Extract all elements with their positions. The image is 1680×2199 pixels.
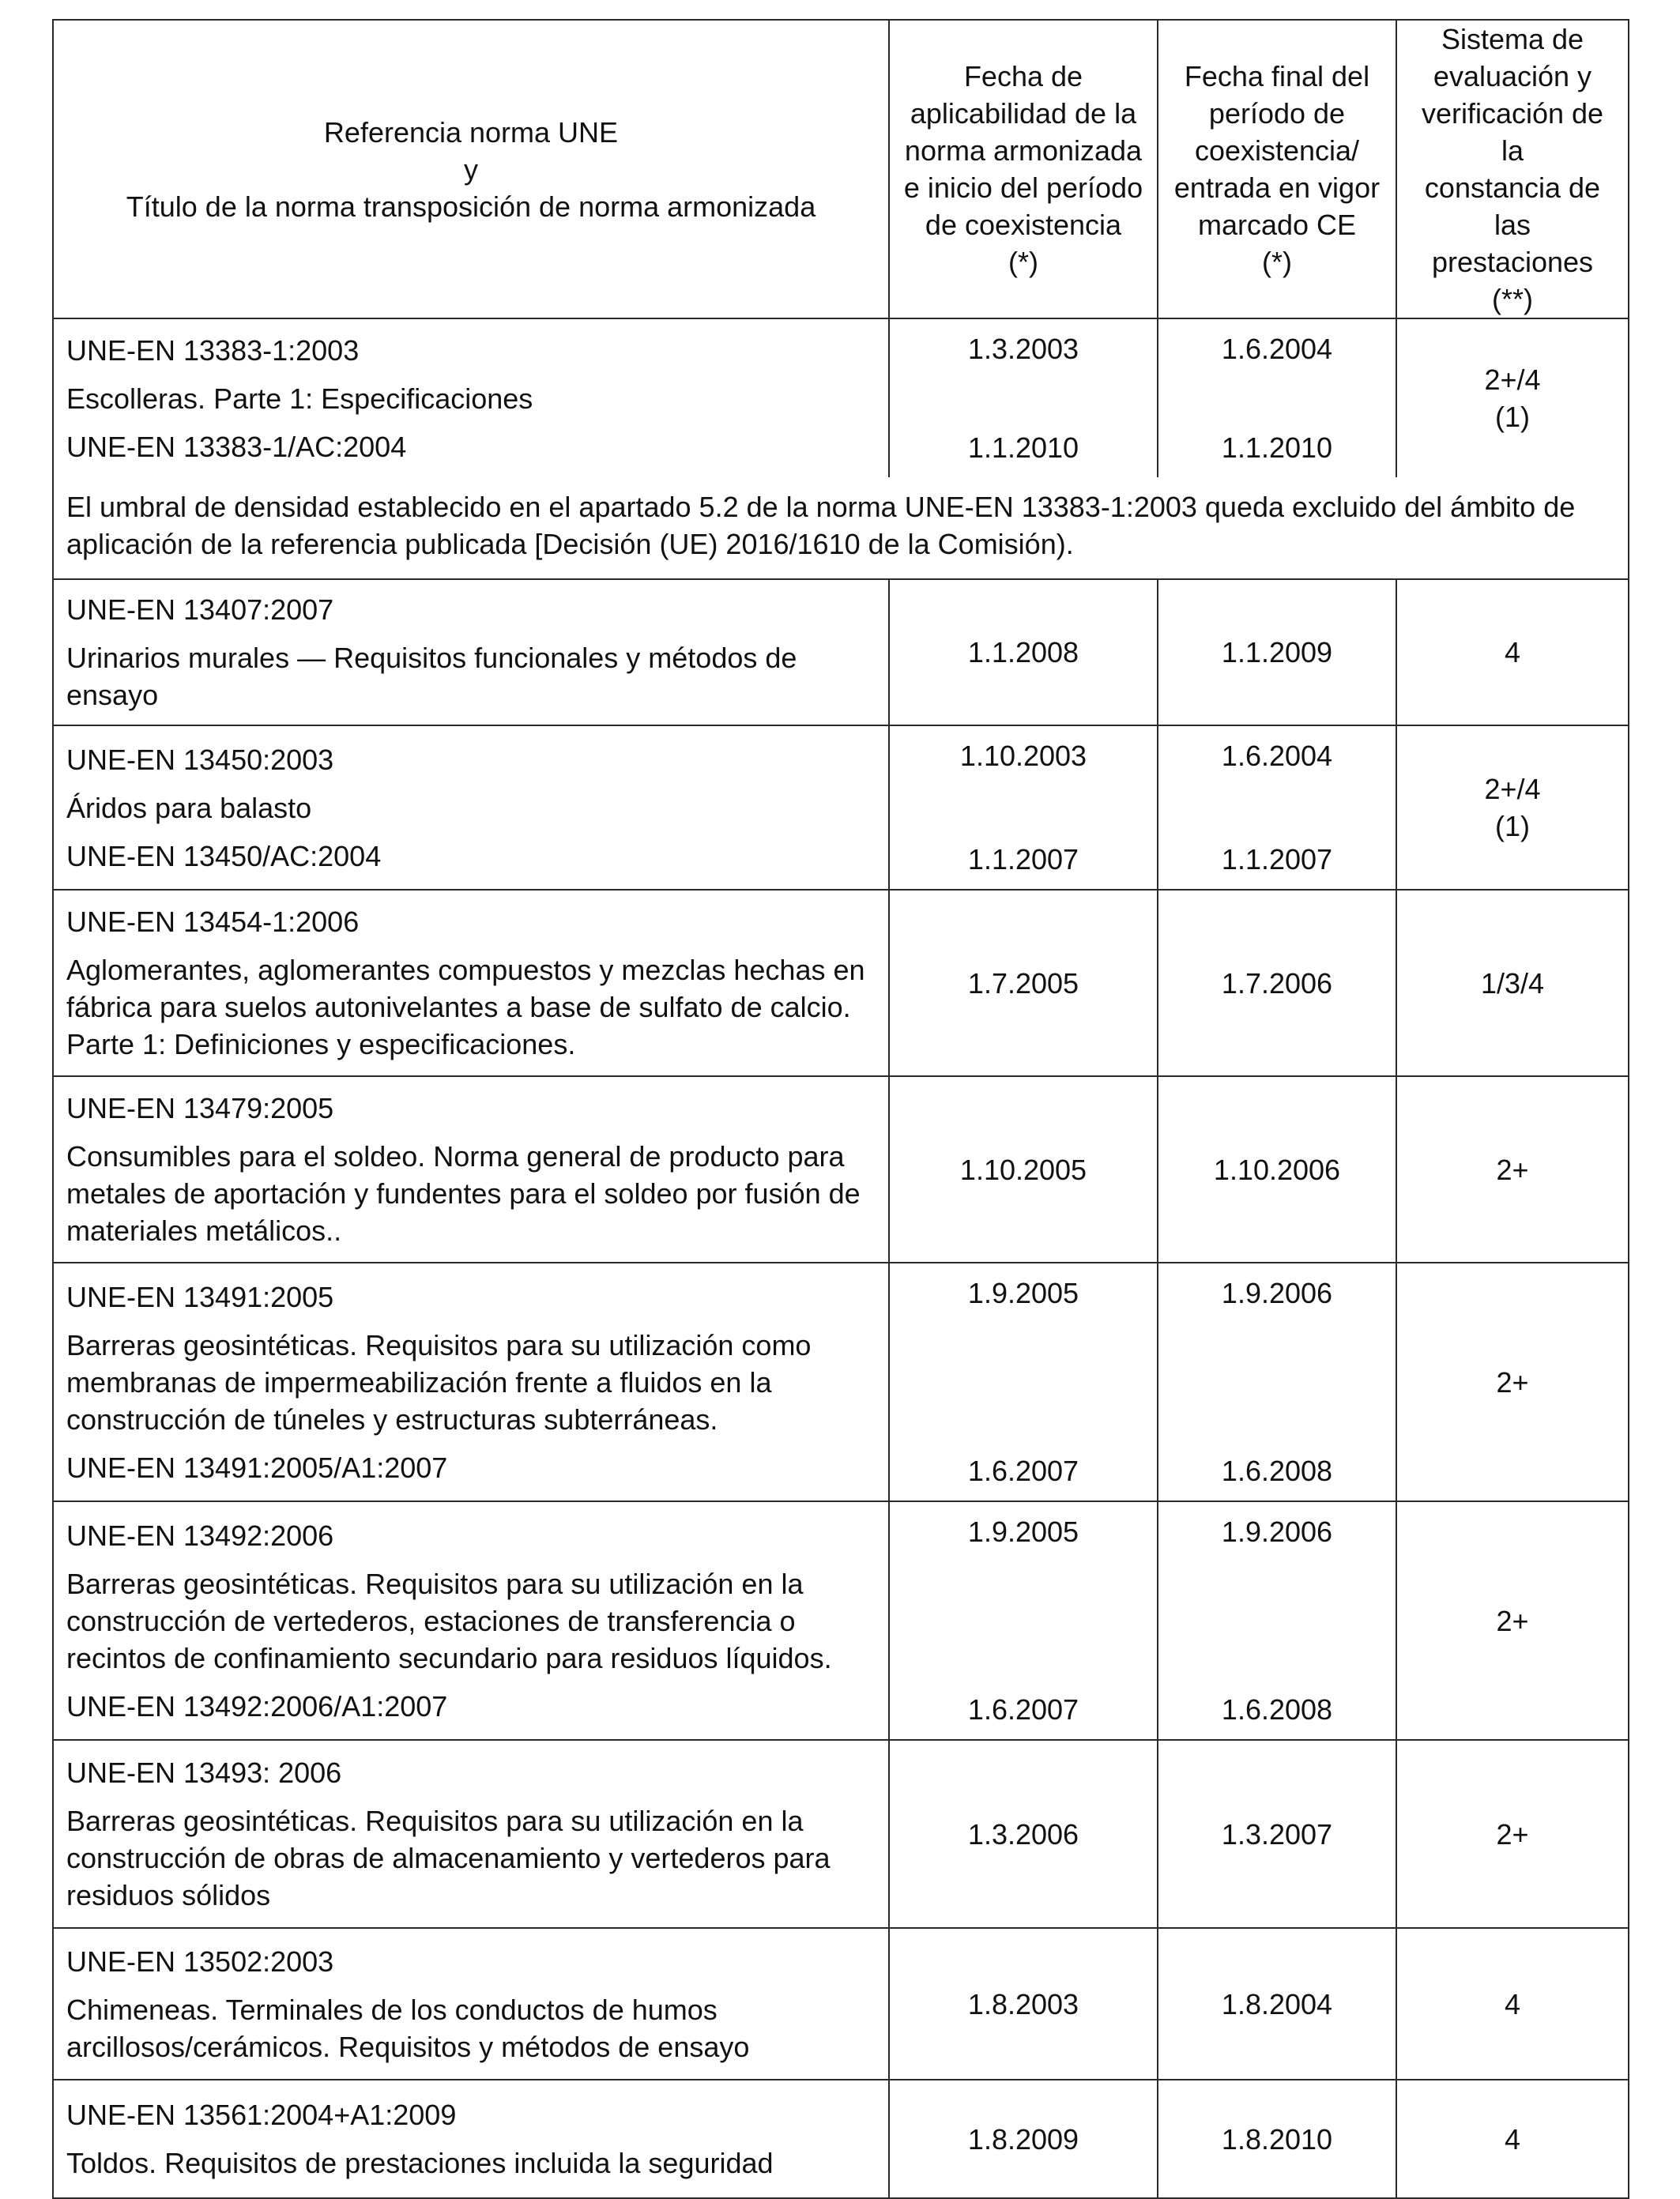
reference-cell — [53, 1076, 889, 1263]
date-value: 1.1.2010 — [1221, 431, 1333, 464]
applicability-date-cell: 1.3.2006 — [889, 1740, 1158, 1928]
applicability-date-cell — [889, 1263, 1158, 1501]
coexistence-end-date-cell — [1158, 725, 1396, 890]
reference-cell — [53, 890, 889, 1076]
reference-cell — [53, 318, 889, 477]
system-footnote: (1) — [1495, 401, 1530, 433]
header-reference-line: Título de la norma transposición de norma armonizada — [126, 190, 816, 223]
system-value: 2+/4 — [1484, 363, 1541, 396]
header-line: Sistema de — [1441, 23, 1584, 55]
reference-cell — [53, 725, 889, 890]
date-value: 1.6.2004 — [1221, 333, 1333, 365]
system-cell: 2+ — [1396, 1076, 1629, 1263]
system-value: 2+/4 — [1484, 773, 1541, 805]
coexistence-end-date-cell — [1158, 1501, 1396, 1740]
coexistence-end-date-cell — [1158, 318, 1396, 477]
standard-code: UNE-EN 13454-1:2006 — [66, 906, 360, 938]
note-text: El umbral de densidad establecido en el apartado 5.2 de la norma UNE-EN 13383-1:2003 queda excluido del ámbito de aplicación de la referencia publicada [Decisión (UE) 2016/1610 de la Comisión). — [66, 491, 1576, 560]
standard-code: UNE-EN 13491:2005 — [66, 1280, 334, 1313]
table-row — [53, 2080, 1629, 2198]
header-reference — [53, 20, 889, 318]
standard-title: Urinarios murales — Requisitos funcionales y métodos de ensayo — [66, 642, 797, 711]
standard-title: Áridos para balasto — [66, 791, 312, 824]
coexistence-end-date-cell: 1.8.2004 — [1158, 1928, 1396, 2080]
date-value: 1.6.2004 — [1221, 740, 1333, 772]
note-row — [53, 477, 1629, 579]
date-value: 1.9.2006 — [1221, 1277, 1333, 1309]
standard-code: UNE-EN 13450/AC:2004 — [66, 839, 382, 872]
standard-title: Toldos. Requisitos de prestaciones incluida la seguridad — [66, 2147, 774, 2179]
standard-code: UNE-EN 13407:2007 — [66, 593, 334, 626]
reference-cell — [53, 1740, 889, 1928]
standard-code: UNE-EN 13479:2005 — [66, 1092, 334, 1124]
coexistence-end-date-cell — [1158, 1263, 1396, 1501]
header-line: Fecha de — [963, 60, 1083, 92]
system-cell: 2+ — [1396, 1501, 1629, 1740]
system-cell: 2+ — [1396, 1740, 1629, 1928]
system-cell: 2+ — [1396, 1263, 1629, 1501]
reference-cell — [53, 1263, 889, 1501]
table-row — [53, 1263, 1629, 1501]
standard-code: UNE-EN 13383-1:2003 — [66, 333, 360, 367]
coexistence-end-date-cell: 1.1.2009 — [1158, 579, 1396, 725]
system-footnote: (1) — [1495, 810, 1530, 842]
system-cell: 4 — [1396, 579, 1629, 725]
standard-code: UNE-EN 13492:2006 — [66, 1519, 334, 1552]
header-line: (*) — [1262, 246, 1292, 278]
applicability-date-cell: 1.10.2005 — [889, 1076, 1158, 1263]
header-line: e inicio del período — [903, 171, 1143, 204]
reference-cell — [53, 579, 889, 725]
system-cell — [1396, 318, 1629, 477]
header-line: período de — [1208, 97, 1346, 130]
table-row — [53, 1076, 1629, 1263]
date-value: 1.9.2005 — [967, 1277, 1079, 1309]
header-line: de coexistencia — [925, 209, 1122, 241]
header-line: verificación de la — [1421, 97, 1604, 167]
applicability-date-cell — [889, 1501, 1158, 1740]
applicability-date-cell: 1.1.2008 — [889, 579, 1158, 725]
system-cell: 1/3/4 — [1396, 890, 1629, 1076]
table-row — [53, 725, 1629, 890]
note-cell — [53, 477, 1629, 579]
header-line: (**) — [1492, 283, 1533, 315]
system-cell: 4 — [1396, 2080, 1629, 2198]
standard-code: UNE-EN 13491:2005/A1:2007 — [66, 1451, 448, 1484]
standard-code: UNE-EN 13492:2006/A1:2007 — [66, 1689, 448, 1723]
date-value: 1.3.2003 — [967, 333, 1079, 365]
header-line: Fecha final del — [1184, 60, 1370, 92]
header-reference-line: Referencia norma UNE — [323, 115, 619, 149]
table-header-row — [53, 20, 1629, 318]
date-value: 1.6.2008 — [1221, 1455, 1333, 1487]
standard-code: UNE-EN 13502:2003 — [66, 1945, 334, 1978]
applicability-date-cell — [889, 318, 1158, 477]
date-value: 1.1.2007 — [1221, 843, 1333, 875]
standard-code: UNE-EN 13561:2004+A1:2009 — [66, 2099, 457, 2131]
standard-title: Chimeneas. Terminales de los conductos de humos arcillosos/cerámicos. Requisitos y métodos de ensayo — [66, 1993, 750, 2063]
standard-code: UNE-EN 13450:2003 — [66, 743, 334, 776]
header-line: coexistencia/ — [1194, 134, 1360, 167]
header-line: constancia de las — [1424, 171, 1601, 241]
header-line: (*) — [1008, 246, 1038, 278]
date-value: 1.1.2010 — [967, 431, 1079, 464]
header-line: prestaciones — [1431, 246, 1594, 278]
reference-cell — [53, 1501, 889, 1740]
header-applicability-date — [889, 20, 1158, 318]
header-line: evaluación y — [1433, 60, 1592, 92]
applicability-date-cell: 1.8.2009 — [889, 2080, 1158, 2198]
header-line: aplicabilidad de la — [910, 97, 1137, 130]
applicability-date-cell: 1.7.2005 — [889, 890, 1158, 1076]
standard-title: Escolleras. Parte 1: Especificaciones — [66, 382, 533, 415]
table-row — [53, 890, 1629, 1076]
standard-title: Barreras geosintéticas. Requisitos para su utilización en la construcción de vertederos, estaciones de transferencia o recintos de confinamiento secundario para residuos líquidos. — [66, 1567, 832, 1674]
header-line: marcado CE — [1197, 209, 1357, 241]
system-cell: 4 — [1396, 1928, 1629, 2080]
table-row — [53, 1740, 1629, 1928]
header-coexistence-end-date — [1158, 20, 1396, 318]
reference-cell — [53, 2080, 889, 2198]
table-row — [53, 579, 1629, 725]
date-value: 1.6.2007 — [967, 1693, 1079, 1726]
date-value: 1.6.2008 — [1221, 1693, 1333, 1726]
standard-code: UNE-EN 13383-1/AC:2004 — [66, 430, 407, 463]
table-row — [53, 318, 1629, 477]
table-row — [53, 1928, 1629, 2080]
applicability-date-cell: 1.8.2003 — [889, 1928, 1158, 2080]
coexistence-end-date-cell: 1.3.2007 — [1158, 1740, 1396, 1928]
coexistence-end-date-cell: 1.8.2010 — [1158, 2080, 1396, 2198]
date-value: 1.10.2003 — [959, 740, 1087, 772]
date-value: 1.9.2005 — [967, 1516, 1079, 1548]
date-value: 1.6.2007 — [967, 1455, 1079, 1487]
applicability-date-cell — [889, 725, 1158, 890]
date-value: 1.1.2007 — [967, 843, 1079, 875]
coexistence-end-date-cell: 1.7.2006 — [1158, 890, 1396, 1076]
header-reference-line: y — [464, 152, 478, 186]
header-line: entrada en vigor — [1173, 171, 1381, 204]
header-line: norma armonizada — [904, 134, 1143, 167]
standard-title: Aglomerantes, aglomerantes compuestos y mezclas hechas en fábrica para suelos autonivelantes a base de sulfato de calcio. Parte 1: Definiciones y especificaciones. — [66, 954, 865, 1060]
date-value: 1.9.2006 — [1221, 1516, 1333, 1548]
system-cell — [1396, 725, 1629, 890]
standard-title: Barreras geosintéticas. Requisitos para su utilización como membranas de impermeabilización frente a fluidos en la construcción de túneles y estructuras subterráneas. — [66, 1328, 812, 1436]
table-row — [53, 1501, 1629, 1740]
coexistence-end-date-cell: 1.10.2006 — [1158, 1076, 1396, 1263]
standard-title: Consumibles para el soldeo. Norma general de producto para metales de aportación y fundentes para el soldeo por fusión de materiales metálicos.. — [66, 1140, 861, 1247]
standard-title: Barreras geosintéticas. Requisitos para su utilización en la construcción de obras de almacenamiento y vertederos para residuos sólidos — [66, 1805, 831, 1911]
standard-code: UNE-EN 13493: 2006 — [66, 1757, 342, 1789]
header-assessment-system — [1396, 20, 1629, 318]
standards-table — [52, 19, 1629, 2199]
reference-cell — [53, 1928, 889, 2080]
